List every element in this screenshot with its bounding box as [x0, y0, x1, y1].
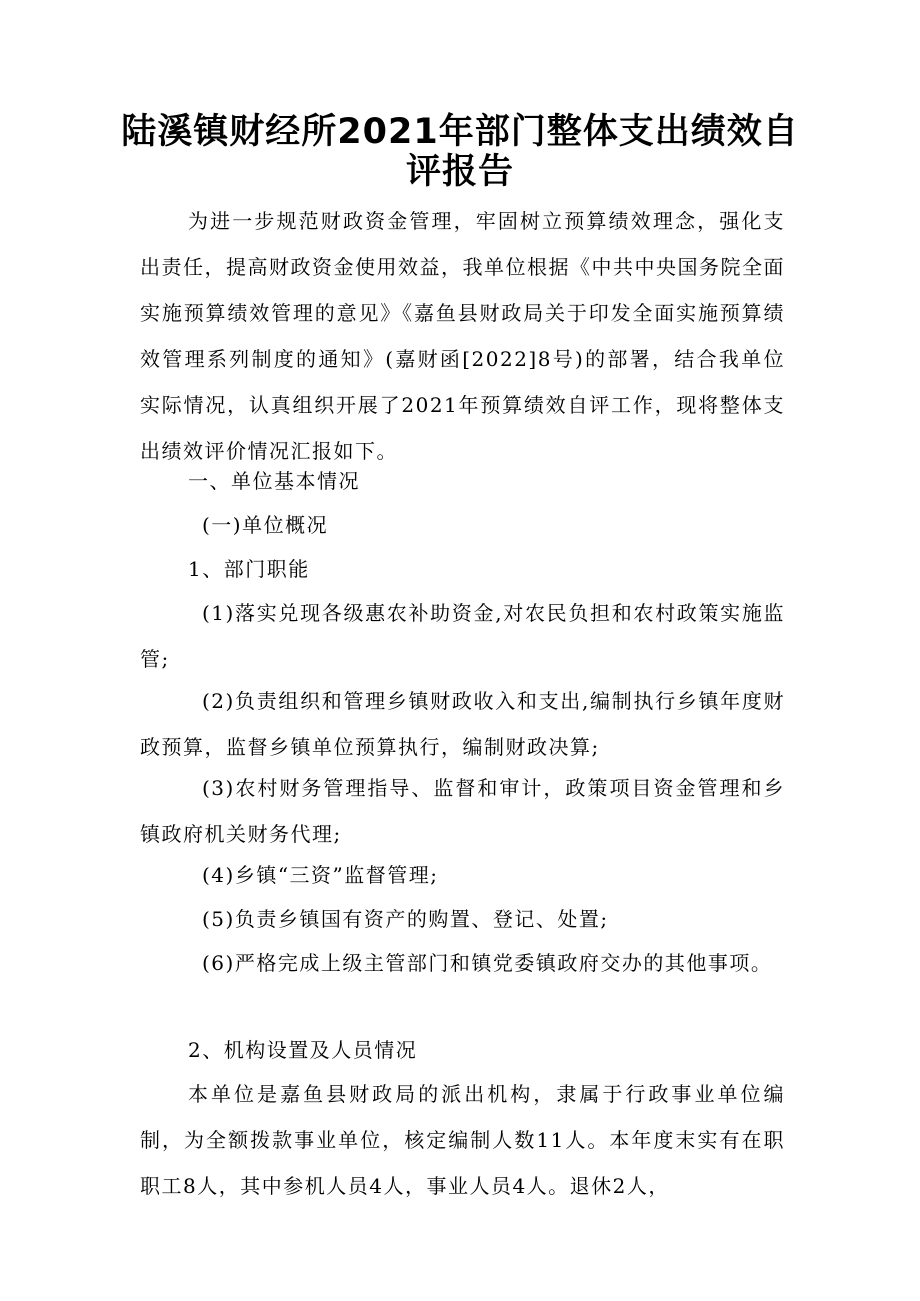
document-title-line2: 评报告 — [405, 152, 514, 192]
subsection-heading-overview: (一)单位概况 — [202, 513, 329, 537]
duty-item: (1)落实兑现各级惠农补助资金,对农民负担和农村政策实施监管; — [140, 601, 785, 671]
duty-item: (5)负责乡镇国有资产的购置、登记、处置; — [202, 907, 609, 931]
item-heading-functions: 1、部门职能 — [188, 557, 310, 581]
duty-item: (2)负责组织和管理乡镇财政收入和支出,编制执行乡镇年度财政预算，监督乡镇单位预算执行，编制财政决算; — [140, 689, 785, 759]
duty-item: (3)农村财务管理指导、监督和审计，政策项目资金管理和乡镇政府机关财务代理; — [140, 776, 785, 846]
section-heading-basic-info: 一、单位基本情况 — [188, 469, 360, 493]
staff-paragraph: 本单位是嘉鱼县财政局的派出机构，隶属于行政事业单位编制，为全额拨款事业单位，核定编制人数11人。本年度末实有在职职工8人，其中参机人员4人，事业人员4人。退休2人， — [140, 1082, 785, 1198]
duty-item: (4)乡镇“三资”监督管理; — [202, 863, 439, 887]
duty-item: (6)严格完成上级主管部门和镇党委镇政府交办的其他事项。 — [202, 951, 773, 975]
intro-paragraph: 为进一步规范财政资金管理，牢固树立预算绩效理念，强化支出责任，提高财政资金使用效益，我单位根据《中共中央国务院全面实施预算绩效管理的意见》《嘉鱼县财政局关于印发全面实施预算绩效管理系列制度的通知》(嘉财函[2022]8号)的部署，结合我单位实际情况，认真组织开展了2021年预算绩效自评工作，现将整体支出绩效评价情况汇报如下。 — [140, 209, 785, 463]
document-title-line1: 陆溪镇财经所2021年部门整体支出绩效自 — [121, 112, 799, 152]
item-heading-organization: 2、机构设置及人员情况 — [188, 1038, 418, 1062]
